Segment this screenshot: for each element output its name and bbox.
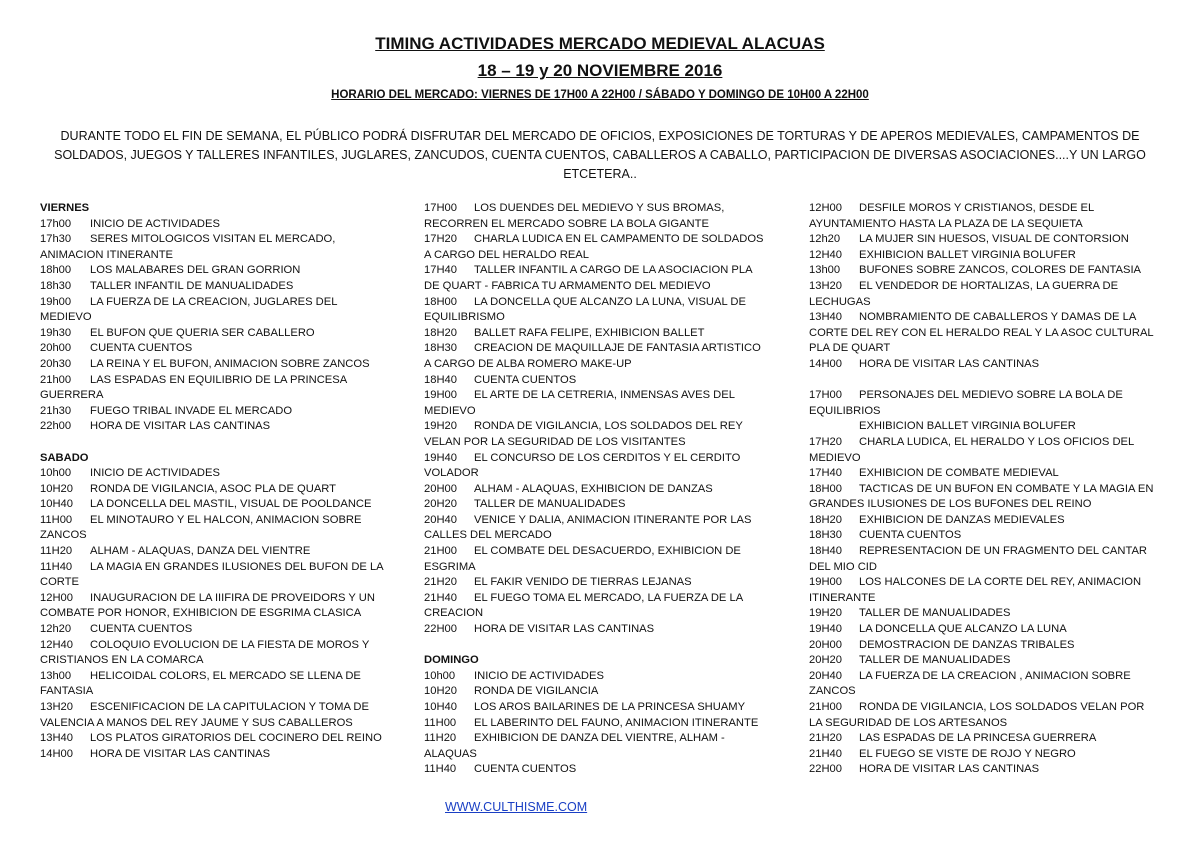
schedule-time: 10H20	[424, 685, 457, 698]
schedule-time: 21h30	[40, 404, 72, 417]
schedule-activity: VENICE Y DALIA, ANIMACION ITINERANTE POR LAS CALLES DEL MERCADO	[424, 513, 752, 542]
schedule-time: 14H00	[809, 357, 842, 370]
schedule-activity: CUENTA CUENTOS	[859, 529, 962, 542]
document-title: TIMING ACTIVIDADES MERCADO MEDIEVAL ALACUAS	[375, 34, 825, 53]
schedule-time: 13h00	[40, 669, 72, 682]
schedule-activity: RONDA DE VIGILANCIA, LOS SOLDADOS DEL REY VELAN POR LA SEGURIDAD DE LOS VISITANTES	[424, 420, 743, 448]
schedule-time: 18H40	[424, 373, 457, 386]
schedule-activity: EL MINOTAURO Y EL HALCON, ANIMACION SOBRE ZANCOS	[40, 513, 362, 542]
schedule-activity: INICIO DE ACTIVIDADES	[90, 217, 220, 230]
schedule-item	[40, 466, 385, 482]
schedule-item	[424, 716, 769, 732]
schedule-activity: RONDA DE VIGILANCIA, LOS SOLDADOS VELAN POR LA SEGURIDAD DE LOS ARTESANOS	[809, 701, 1145, 729]
schedule-item	[40, 669, 385, 700]
schedule-item	[40, 513, 385, 544]
schedule-item	[809, 700, 1159, 731]
schedule-time: 19H00	[809, 576, 842, 589]
schedule-activity: RONDA DE VIGILANCIA, ASOC PLA DE QUART	[90, 482, 336, 495]
schedule-item	[40, 357, 385, 373]
schedule-activity: EXHIBICION DE DANZA DEL VIENTRE, ALHAM - ALAQUAS	[424, 732, 725, 760]
schedule-item	[809, 263, 1159, 279]
schedule-time: 17H00	[809, 389, 842, 402]
schedule-item	[40, 419, 385, 435]
schedule-time: 10h00	[424, 669, 456, 682]
schedule-activity: BUFONES SOBRE ZANCOS, COLORES DE FANTASIA	[859, 264, 1142, 277]
schedule-item	[809, 357, 1159, 373]
schedule-time: 20H20	[424, 498, 457, 511]
schedule-time: 13h00	[809, 264, 841, 277]
event-dates: 18 – 19 y 20 NOVIEMBRE 2016	[477, 61, 723, 80]
schedule-activity: HORA DE VISITAR LAS CANTINAS	[90, 747, 271, 760]
schedule-activity: CUENTA CUENTOS	[90, 342, 193, 355]
schedule-activity: COLOQUIO EVOLUCION DE LA FIESTA DE MOROS Y CRISTIANOS EN LA COMARCA	[40, 638, 370, 667]
schedule-time: 10H40	[424, 701, 457, 713]
schedule-activity: EXHIBICION DE DANZAS MEDIEVALES	[859, 513, 1065, 526]
schedule-activity: HELICOIDAL COLORS, EL MERCADO SE LLENA DE FANTASIA	[40, 669, 361, 698]
schedule-time: 11H20	[40, 545, 73, 558]
schedule-activity: LOS AROS BAILARINES DE LA PRINCESA SHUAMY	[474, 701, 746, 713]
schedule-activity: HORA DE VISITAR LAS CANTINAS	[90, 420, 271, 433]
schedule-time: 17H00	[424, 202, 457, 214]
schedule-activity: EL VENDEDOR DE HORTALIZAS, LA GUERRA DE LECHUGAS	[809, 279, 1119, 308]
schedule-time: 18h30	[40, 279, 72, 292]
schedule-item	[40, 638, 385, 669]
schedule-time: 18H00	[424, 295, 457, 308]
schedule-activity: INAUGURACION DE LA IIIFIRA DE PROVEIDORS Y UN COMBATE POR HONOR, EXHIBICION DE ESGRIMA CLASICA	[40, 591, 375, 620]
schedule-time: 20H00	[424, 482, 457, 495]
schedule-item	[424, 684, 769, 700]
schedule-item	[424, 700, 769, 716]
schedule-time: 20H40	[809, 669, 842, 682]
schedule-activity: FUEGO TRIBAL INVADE EL MERCADO	[90, 404, 293, 417]
schedule-column-1	[40, 201, 385, 762]
schedule-item	[424, 482, 769, 498]
schedule-activity: SERES MITOLOGICOS VISITAN EL MERCADO, ANIMACION ITINERANTE	[40, 233, 336, 261]
schedule-activity: ESCENIFICACION DE LA CAPITULACION Y TOMA DE VALENCIA A MANOS DEL REY JAUME Y SUS CABALLEROS	[40, 701, 369, 729]
schedule-time: 12H40	[809, 248, 842, 261]
schedule-time: 18H40	[809, 545, 842, 558]
schedule-activity: EL FAKIR VENIDO DE TIERRAS LEJANAS	[474, 576, 692, 589]
schedule-item	[40, 326, 385, 342]
schedule-activity: TACTICAS DE UN BUFON EN COMBATE Y LA MAGIA EN GRANDES ILUSIONES DE LOS BUFONES DEL REINO	[809, 482, 1154, 511]
schedule-activity: TALLER DE MANUALIDADES	[859, 607, 1011, 620]
schedule-item	[809, 747, 1159, 763]
schedule-time: 11H20	[424, 732, 457, 745]
schedule-item	[809, 731, 1159, 747]
schedule-activity: ALHAM - ALAQUAS, EXHIBICION DE DANZAS	[474, 482, 713, 495]
schedule-activity: LA MAGIA EN GRANDES ILUSIONES DEL BUFON DE LA CORTE	[40, 560, 384, 589]
schedule-item	[424, 451, 769, 482]
schedule-item	[40, 497, 385, 513]
schedule-activity: EL ARTE DE LA CETRERIA, INMENSAS AVES DEL MEDIEVO	[424, 389, 735, 417]
schedule-item	[809, 466, 1159, 482]
schedule-item	[424, 622, 769, 638]
schedule-time: 17H40	[424, 264, 457, 277]
schedule-time: 17H20	[424, 233, 457, 246]
day-heading: DOMINGO	[424, 654, 479, 667]
schedule-activity: LA FUERZA DE LA CREACION , ANIMACION SOBRE ZANCOS	[809, 669, 1131, 698]
schedule-item	[809, 606, 1159, 622]
schedule-activity: LAS ESPADAS DE LA PRINCESA GUERRERA	[859, 732, 1097, 745]
schedule-activity: CREACION DE MAQUILLAJE DE FANTASIA ARTISTICO A CARGO DE ALBA ROMERO MAKE-UP	[424, 342, 761, 370]
schedule-time: 18H30	[424, 342, 457, 355]
schedule-item	[809, 419, 1159, 435]
intro-paragraph: DURANTE TODO EL FIN DE SEMANA, EL PÚBLICO PODRÁ DISFRUTAR DEL MERCADO DE OFICIOS, EXPOSICIONES DE TORTURAS Y DE APEROS MEDIEVALES, CAMPAMENTOS DE SOLDADOS, JUEGOS Y TALLERES INFANTILES, JUGLARES, ZANCUDOS, CUENTA CUENTOS, CABALLEROS A CABALLO, PARTICIPACION DE DIVERSAS ASOCIACIONES....Y UN LARGO ETCETERA..	[54, 129, 1146, 181]
schedule-activity: INICIO DE ACTIVIDADES	[474, 669, 604, 682]
schedule-activity: EL CONCURSO DE LOS CERDITOS Y EL CERDITO VOLADOR	[424, 451, 741, 480]
schedule-item	[809, 638, 1159, 654]
schedule-time: 10H20	[40, 482, 73, 495]
market-hours: HORARIO DEL MERCADO: VIERNES DE 17H00 A 22H00 / SÁBADO Y DOMINGO DE 10H00 A 22H00	[331, 89, 869, 101]
schedule-time: 21H40	[424, 591, 457, 604]
schedule-item	[424, 669, 769, 685]
schedule-time: 18H30	[809, 529, 842, 542]
schedule-time: 19H20	[424, 420, 457, 433]
schedule-activity: HORA DE VISITAR LAS CANTINAS	[474, 623, 655, 636]
schedule-activity: ALHAM - ALAQUAS, DANZA DEL VIENTRE	[90, 545, 311, 558]
schedule-time: 19H40	[424, 451, 457, 464]
schedule-time: 22H00	[424, 623, 457, 636]
schedule-item	[809, 482, 1159, 513]
schedule-item	[40, 482, 385, 498]
schedule-time: 21H00	[424, 545, 457, 558]
schedule-time: 17H40	[809, 467, 842, 480]
schedule-item	[40, 404, 385, 420]
schedule-activity: HORA DE VISITAR LAS CANTINAS	[859, 357, 1040, 370]
schedule-item	[424, 263, 769, 294]
spacer	[40, 435, 385, 451]
schedule-time: 21H20	[809, 732, 842, 745]
schedule-time: 17h00	[40, 217, 72, 230]
schedule-time: 13H20	[40, 701, 73, 713]
website-link[interactable]: WWW.CULTHISME.COM	[445, 800, 588, 814]
schedule-time: 22h00	[40, 420, 72, 433]
schedule-activity: PERSONAJES DEL MEDIEVO SOBRE LA BOLA DE EQUILIBRIOS	[809, 389, 1123, 417]
schedule-column-2	[424, 201, 769, 778]
schedule-time: 22H00	[809, 763, 842, 776]
schedule-item	[424, 575, 769, 591]
schedule-time: 17h30	[40, 233, 72, 246]
schedule-time: 13H40	[809, 311, 842, 324]
schedule-activity: LOS DUENDES DEL MEDIEVO Y SUS BROMAS, RECORREN EL MERCADO SOBRE LA BOLA GIGANTE	[424, 202, 725, 230]
schedule-item	[424, 201, 769, 232]
schedule-activity: RONDA DE VIGILANCIA	[474, 685, 599, 698]
schedule-activity: HORA DE VISITAR LAS CANTINAS	[859, 763, 1040, 776]
schedule-time: 12H40	[40, 638, 73, 651]
schedule-time: 19h00	[40, 295, 72, 308]
schedule-activity: CUENTA CUENTOS	[474, 373, 577, 386]
schedule-activity: LA DONCELLA DEL MASTIL, VISUAL DE POOLDANCE	[90, 498, 372, 511]
schedule-item	[424, 373, 769, 389]
schedule-activity: EXHIBICION BALLET VIRGINIA BOLUFER	[859, 420, 1076, 433]
day-heading: VIERNES	[40, 202, 90, 214]
schedule-activity: EL FUEGO TOMA EL MERCADO, LA FUERZA DE LA CREACION	[424, 591, 743, 620]
schedule-item	[809, 388, 1159, 419]
schedule-time: 18H20	[424, 326, 457, 339]
schedule-item	[809, 201, 1159, 232]
schedule-item	[809, 762, 1159, 778]
schedule-item	[40, 747, 385, 763]
schedule-item	[424, 295, 769, 326]
schedule-item	[809, 575, 1159, 606]
schedule-activity: EXHIBICION BALLET VIRGINIA BOLUFER	[859, 248, 1076, 261]
schedule-item	[40, 279, 385, 295]
schedule-time: 19h30	[40, 326, 72, 339]
day-heading: SABADO	[40, 451, 89, 464]
schedule-item	[809, 310, 1159, 357]
schedule-activity: LOS MALABARES DEL GRAN GORRION	[90, 264, 301, 277]
schedule-activity: CUENTA CUENTOS	[474, 763, 577, 776]
schedule-time: 21h00	[40, 373, 72, 386]
schedule-item	[424, 419, 769, 450]
schedule-activity: NOMBRAMIENTO DE CABALLEROS Y DAMAS DE LA CORTE DEL REY CON EL HERALDO REAL Y LA ASOC CULTURAL PLA DE QUART	[809, 311, 1154, 355]
schedule-item	[424, 513, 769, 544]
schedule-activity: TALLER INFANTIL DE MANUALIDADES	[90, 279, 294, 292]
schedule-time: 12H00	[40, 591, 73, 604]
schedule-activity: DEMOSTRACION DE DANZAS TRIBALES	[859, 638, 1075, 651]
schedule-item	[424, 326, 769, 342]
schedule-activity: DESFILE MOROS Y CRISTIANOS, DESDE EL AYUNTAMIENTO HASTA LA PLAZA DE LA SEQUIETA	[809, 202, 1094, 230]
schedule-activity: LA FUERZA DE LA CREACION, JUGLARES DEL MEDIEVO	[40, 295, 338, 324]
schedule-time: 14H00	[40, 747, 73, 760]
schedule-activity: CHARLA LUDICA, EL HERALDO Y LOS OFICIOS DEL MEDIEVO	[809, 435, 1134, 464]
schedule-activity: LOS HALCONES DE LA CORTE DEL REY, ANIMACION ITINERANTE	[809, 576, 1142, 604]
schedule-activity: EL LABERINTO DEL FAUNO, ANIMACION ITINERANTE	[474, 716, 759, 729]
schedule-item	[40, 622, 385, 638]
schedule-time: 18h00	[40, 264, 72, 277]
schedule-activity: TALLER DE MANUALIDADES	[859, 654, 1011, 667]
schedule-item	[40, 560, 385, 591]
schedule-item	[40, 591, 385, 622]
schedule-item	[809, 435, 1159, 466]
spacer	[424, 638, 769, 654]
schedule-item	[40, 544, 385, 560]
schedule-activity: TALLER DE MANUALIDADES	[474, 498, 626, 511]
schedule-item	[809, 528, 1159, 544]
schedule-time: 21H20	[424, 576, 457, 589]
schedule-time: 10h00	[40, 467, 72, 480]
schedule-activity: LA DONCELLA QUE ALCANZO LA LUNA, VISUAL DE EQUILIBRISMO	[424, 295, 746, 324]
schedule-column-3	[809, 201, 1159, 778]
schedule-item	[40, 263, 385, 279]
schedule-time: 17H20	[809, 435, 842, 448]
schedule-time: 11H00	[424, 716, 457, 729]
schedule-activity: TALLER INFANTIL A CARGO DE LA ASOCIACION PLA DE QUART - FABRICA TU ARMAMENTO DEL MEDIEVO	[424, 264, 752, 292]
schedule-time: 19H40	[809, 623, 842, 636]
schedule-item	[424, 544, 769, 575]
schedule-time: 18H00	[809, 482, 842, 495]
schedule-item	[40, 700, 385, 731]
schedule-item	[40, 295, 385, 326]
schedule-activity: EXHIBICION DE COMBATE MEDIEVAL	[859, 467, 1059, 480]
schedule-item	[809, 669, 1159, 700]
spacer	[809, 373, 1159, 389]
schedule-item	[40, 217, 385, 233]
schedule-time: 19H00	[424, 389, 457, 402]
schedule-activity: LAS ESPADAS EN EQUILIBRIO DE LA PRINCESA GUERRERA	[40, 373, 347, 402]
schedule-item	[424, 497, 769, 513]
schedule-activity: REPRESENTACION DE UN FRAGMENTO DEL CANTAR DEL MIO CID	[809, 545, 1148, 573]
schedule-item	[40, 731, 385, 747]
schedule-time: 12h20	[40, 623, 72, 636]
schedule-time: 10H40	[40, 498, 73, 511]
schedule-item	[40, 232, 385, 263]
schedule-activity: EL FUEGO SE VISTE DE ROJO Y NEGRO	[859, 747, 1076, 760]
schedule-item	[809, 513, 1159, 529]
schedule-item	[424, 591, 769, 622]
schedule-time: 20H40	[424, 513, 457, 526]
schedule-activity: LOS PLATOS GIRATORIOS DEL COCINERO DEL REINO	[90, 732, 382, 745]
schedule-time: 20H20	[809, 654, 842, 667]
schedule-activity: EL BUFON QUE QUERIA SER CABALLERO	[90, 326, 315, 339]
schedule-time: 18H20	[809, 513, 842, 526]
schedule-item	[424, 731, 769, 762]
schedule-time: 12H00	[809, 202, 842, 214]
schedule-activity: LA MUJER SIN HUESOS, VISUAL DE CONTORSION	[859, 233, 1129, 246]
schedule-time: 13H20	[809, 279, 842, 292]
schedule-time: 11H00	[40, 513, 73, 526]
schedule-time: 11H40	[40, 560, 73, 573]
schedule-item	[809, 279, 1159, 310]
schedule-time: 21H40	[809, 747, 842, 760]
schedule-item	[809, 653, 1159, 669]
schedule-activity: CUENTA CUENTOS	[90, 623, 193, 636]
schedule-activity: LA REINA Y EL BUFON, ANIMACION SOBRE ZANCOS	[90, 357, 370, 370]
schedule-item	[424, 388, 769, 419]
schedule-activity: INICIO DE ACTIVIDADES	[90, 467, 220, 480]
schedule-time: 20h30	[40, 357, 72, 370]
schedule-item	[809, 622, 1159, 638]
schedule-activity: BALLET RAFA FELIPE, EXHIBICION BALLET	[474, 326, 705, 339]
schedule-activity: LA DONCELLA QUE ALCANZO LA LUNA	[859, 623, 1067, 636]
schedule-item	[809, 232, 1159, 248]
schedule-time: 20h00	[40, 342, 72, 355]
schedule-item	[424, 762, 769, 778]
schedule-time: 12h20	[809, 233, 841, 246]
schedule-time: 19H20	[809, 607, 842, 620]
schedule-activity: EL COMBATE DEL DESACUERDO, EXHIBICION DE ESGRIMA	[424, 545, 741, 573]
schedule-item	[809, 248, 1159, 264]
schedule-item	[424, 341, 769, 372]
schedule-time: 13H40	[40, 732, 73, 745]
schedule-activity: CHARLA LUDICA EN EL CAMPAMENTO DE SOLDADOS A CARGO DEL HERALDO REAL	[424, 233, 764, 261]
schedule-item	[40, 373, 385, 404]
schedule-item	[40, 341, 385, 357]
schedule-time: 11H40	[424, 763, 457, 776]
schedule-item	[424, 232, 769, 263]
schedule-time: 20H00	[809, 638, 842, 651]
schedule-item	[809, 544, 1159, 575]
schedule-time: 21H00	[809, 701, 842, 713]
